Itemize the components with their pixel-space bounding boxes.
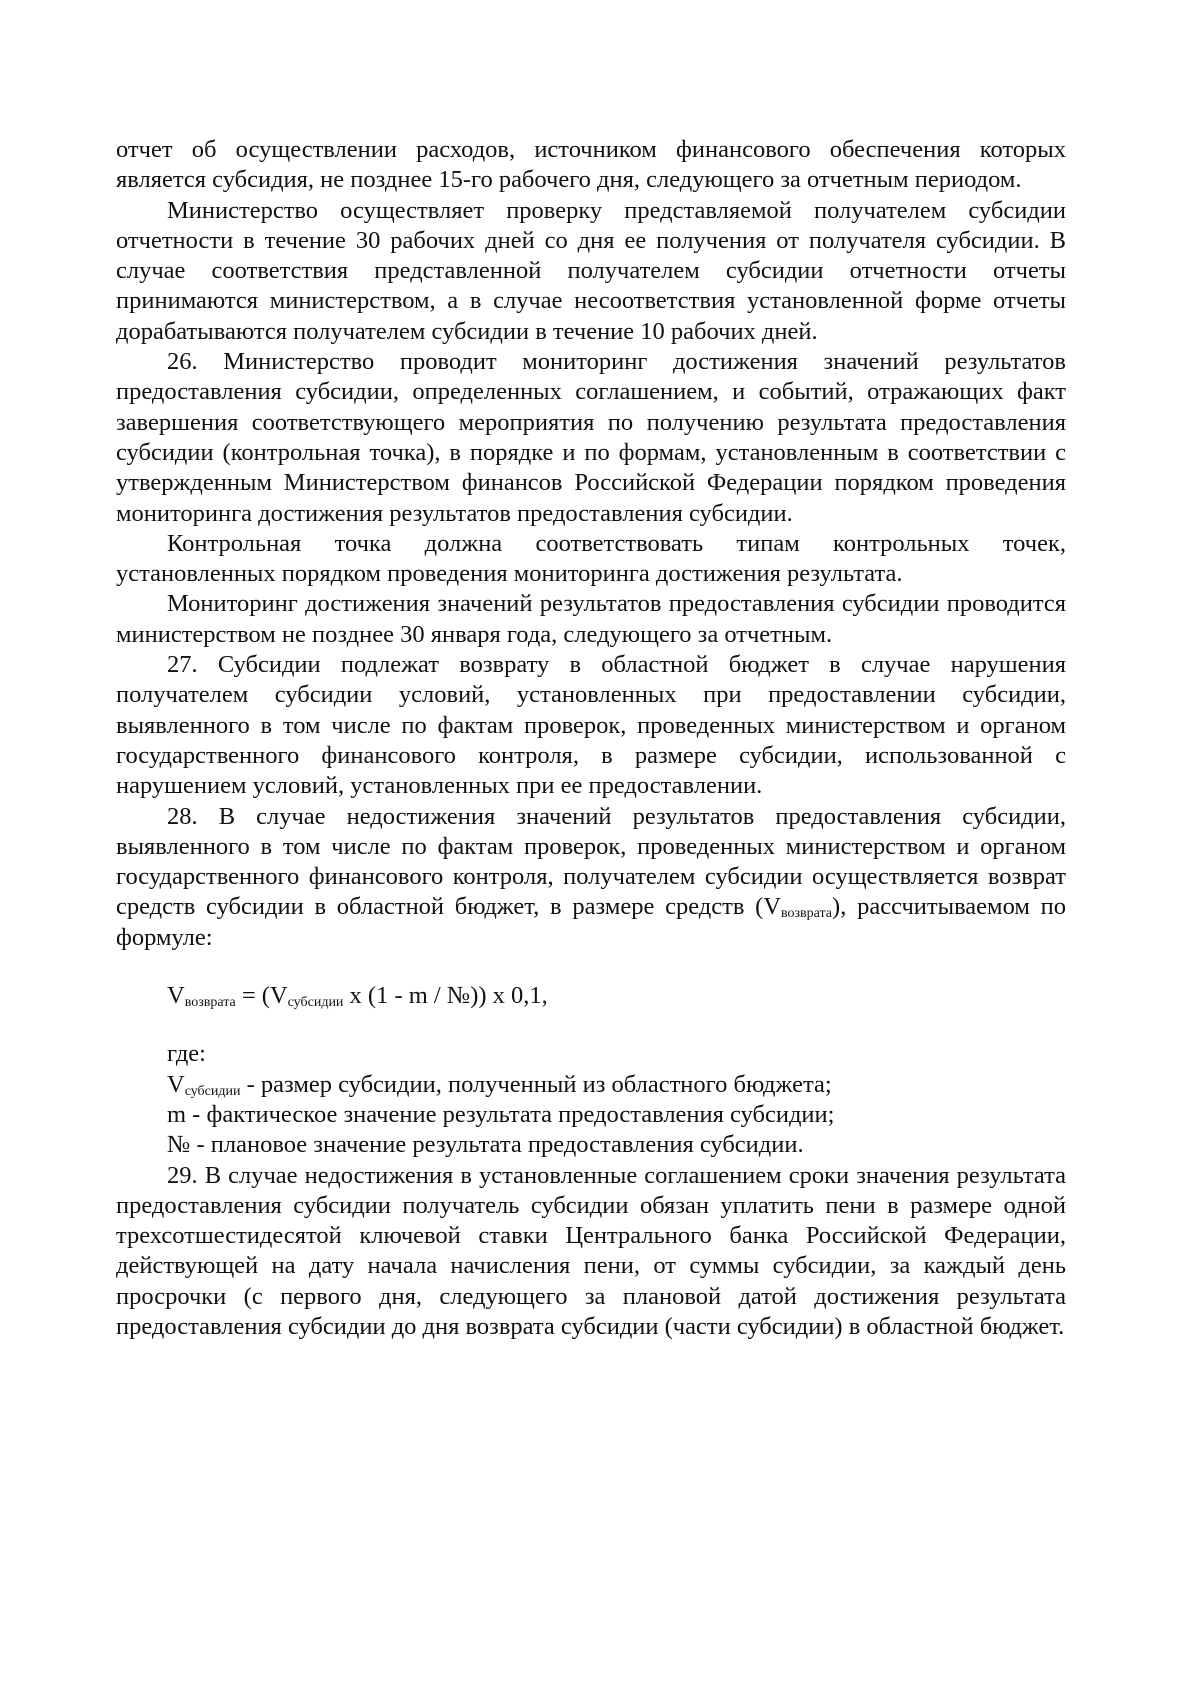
formula-sub-subsidy: субсидии — [287, 995, 344, 1011]
paragraph-28-non-achievement — [116, 802, 1066, 953]
paragraph-29-penalty: 29. В случае недостижения в установленные соглашением сроки значения результата предоставления субсидии получатель субсидии обязан уплатить пени в размере одной трехсотшестидесятой ключевой ставки Центрального банка Российской Федерации, действующей на дату начала начисления пени, от суммы субсидии, за каждый день просрочки (с первого дня, следующего за плановой датой достижения результата предоставления субсидии до дня возврата субсидии (части субсидии) в областной бюджет. — [116, 1161, 1066, 1340]
paragraph-ministry-check: Министерство осуществляет проверку представляемой получателем субсидии отчетности в течение 30 рабочих дней со дня ее получения от получателя субсидии. В случае соответствия представленной получателем субсидии отчетности отчеты принимаются министерством, а в случае несоответствия установленной форме отчеты дорабатываются получателем субсидии в течение 10 рабочих дней. — [116, 196, 1066, 345]
legend-line-v-subsidy — [116, 1070, 1066, 1100]
formula-legend — [116, 1039, 1066, 1160]
legend-line-n: № - плановое значение результата предоставления субсидии. — [167, 1131, 804, 1159]
paragraph-control-point: Контрольная точка должна соответствовать типам контрольных точек, установленных порядком проведения мониторинга достижения результата. — [116, 529, 1066, 588]
formula-sub-return: возврата — [184, 995, 236, 1011]
formula-v: V — [167, 982, 185, 1010]
legend-label: где: — [167, 1040, 206, 1068]
legend-v-text: - размер субсидии, полученный из областного бюджета; — [240, 1070, 832, 1098]
paragraph-28-text: 28. В случае недостижения значений результатов предоставления субсидии, выявленного в том числе по фактам проверок, проведенных министерством и органом государственного финансового контроля, получателем субсидии осуществляется возврат средств субсидии в областной бюджет, в размере средств (V — [116, 802, 1066, 921]
paragraph-26-monitoring: 26. Министерство проводит мониторинг достижения значений результатов предоставления субсидии, определенных соглашением, и событий, отражающих факт завершения соответствующего мероприятия по получению результата предоставления субсидии (контрольная точка), в порядке и по формам, установленным в соответствии с утвержденным Министерством финансов Российской Федерации порядком проведения мониторинга достижения результатов предоставления субсидии. — [116, 348, 1066, 527]
legend-v-sub: субсидии — [184, 1083, 241, 1099]
legend-v: V — [167, 1070, 185, 1098]
formula-mid: = (V — [235, 982, 288, 1010]
formula-rest: x (1 - m / №)) x 0,1, — [343, 982, 548, 1010]
return-formula — [116, 981, 1066, 1011]
paragraph-27-return: 27. Субсидии подлежат возврату в областной бюджет в случае нарушения получателем субсидии условий, установленных при предоставлении субсидии, выявленного в том числе по фактам проверок, проведенных министерством и органом государственного финансового контроля, в размере субсидии, использованной с нарушением условий, установленных при ее предоставлении. — [116, 651, 1066, 800]
document-page — [116, 135, 1066, 1342]
paragraph-28-subscript: возврата — [781, 906, 833, 922]
legend-line-m: m - фактическое значение результата предоставления субсидии; — [167, 1100, 835, 1128]
paragraph-monitoring-deadline: Мониторинг достижения значений результатов предоставления субсидии проводится министерством не позднее 30 января года, следующего за отчетным. — [116, 590, 1066, 648]
paragraph-28-end: ), рассчитываемом по формуле: — [116, 893, 1066, 951]
paragraph-report-deadline: отчет об осуществлении расходов, источником финансового обеспечения которых является субсидия, не позднее 15-го рабочего дня, следующего за отчетным периодом. — [116, 136, 1066, 194]
